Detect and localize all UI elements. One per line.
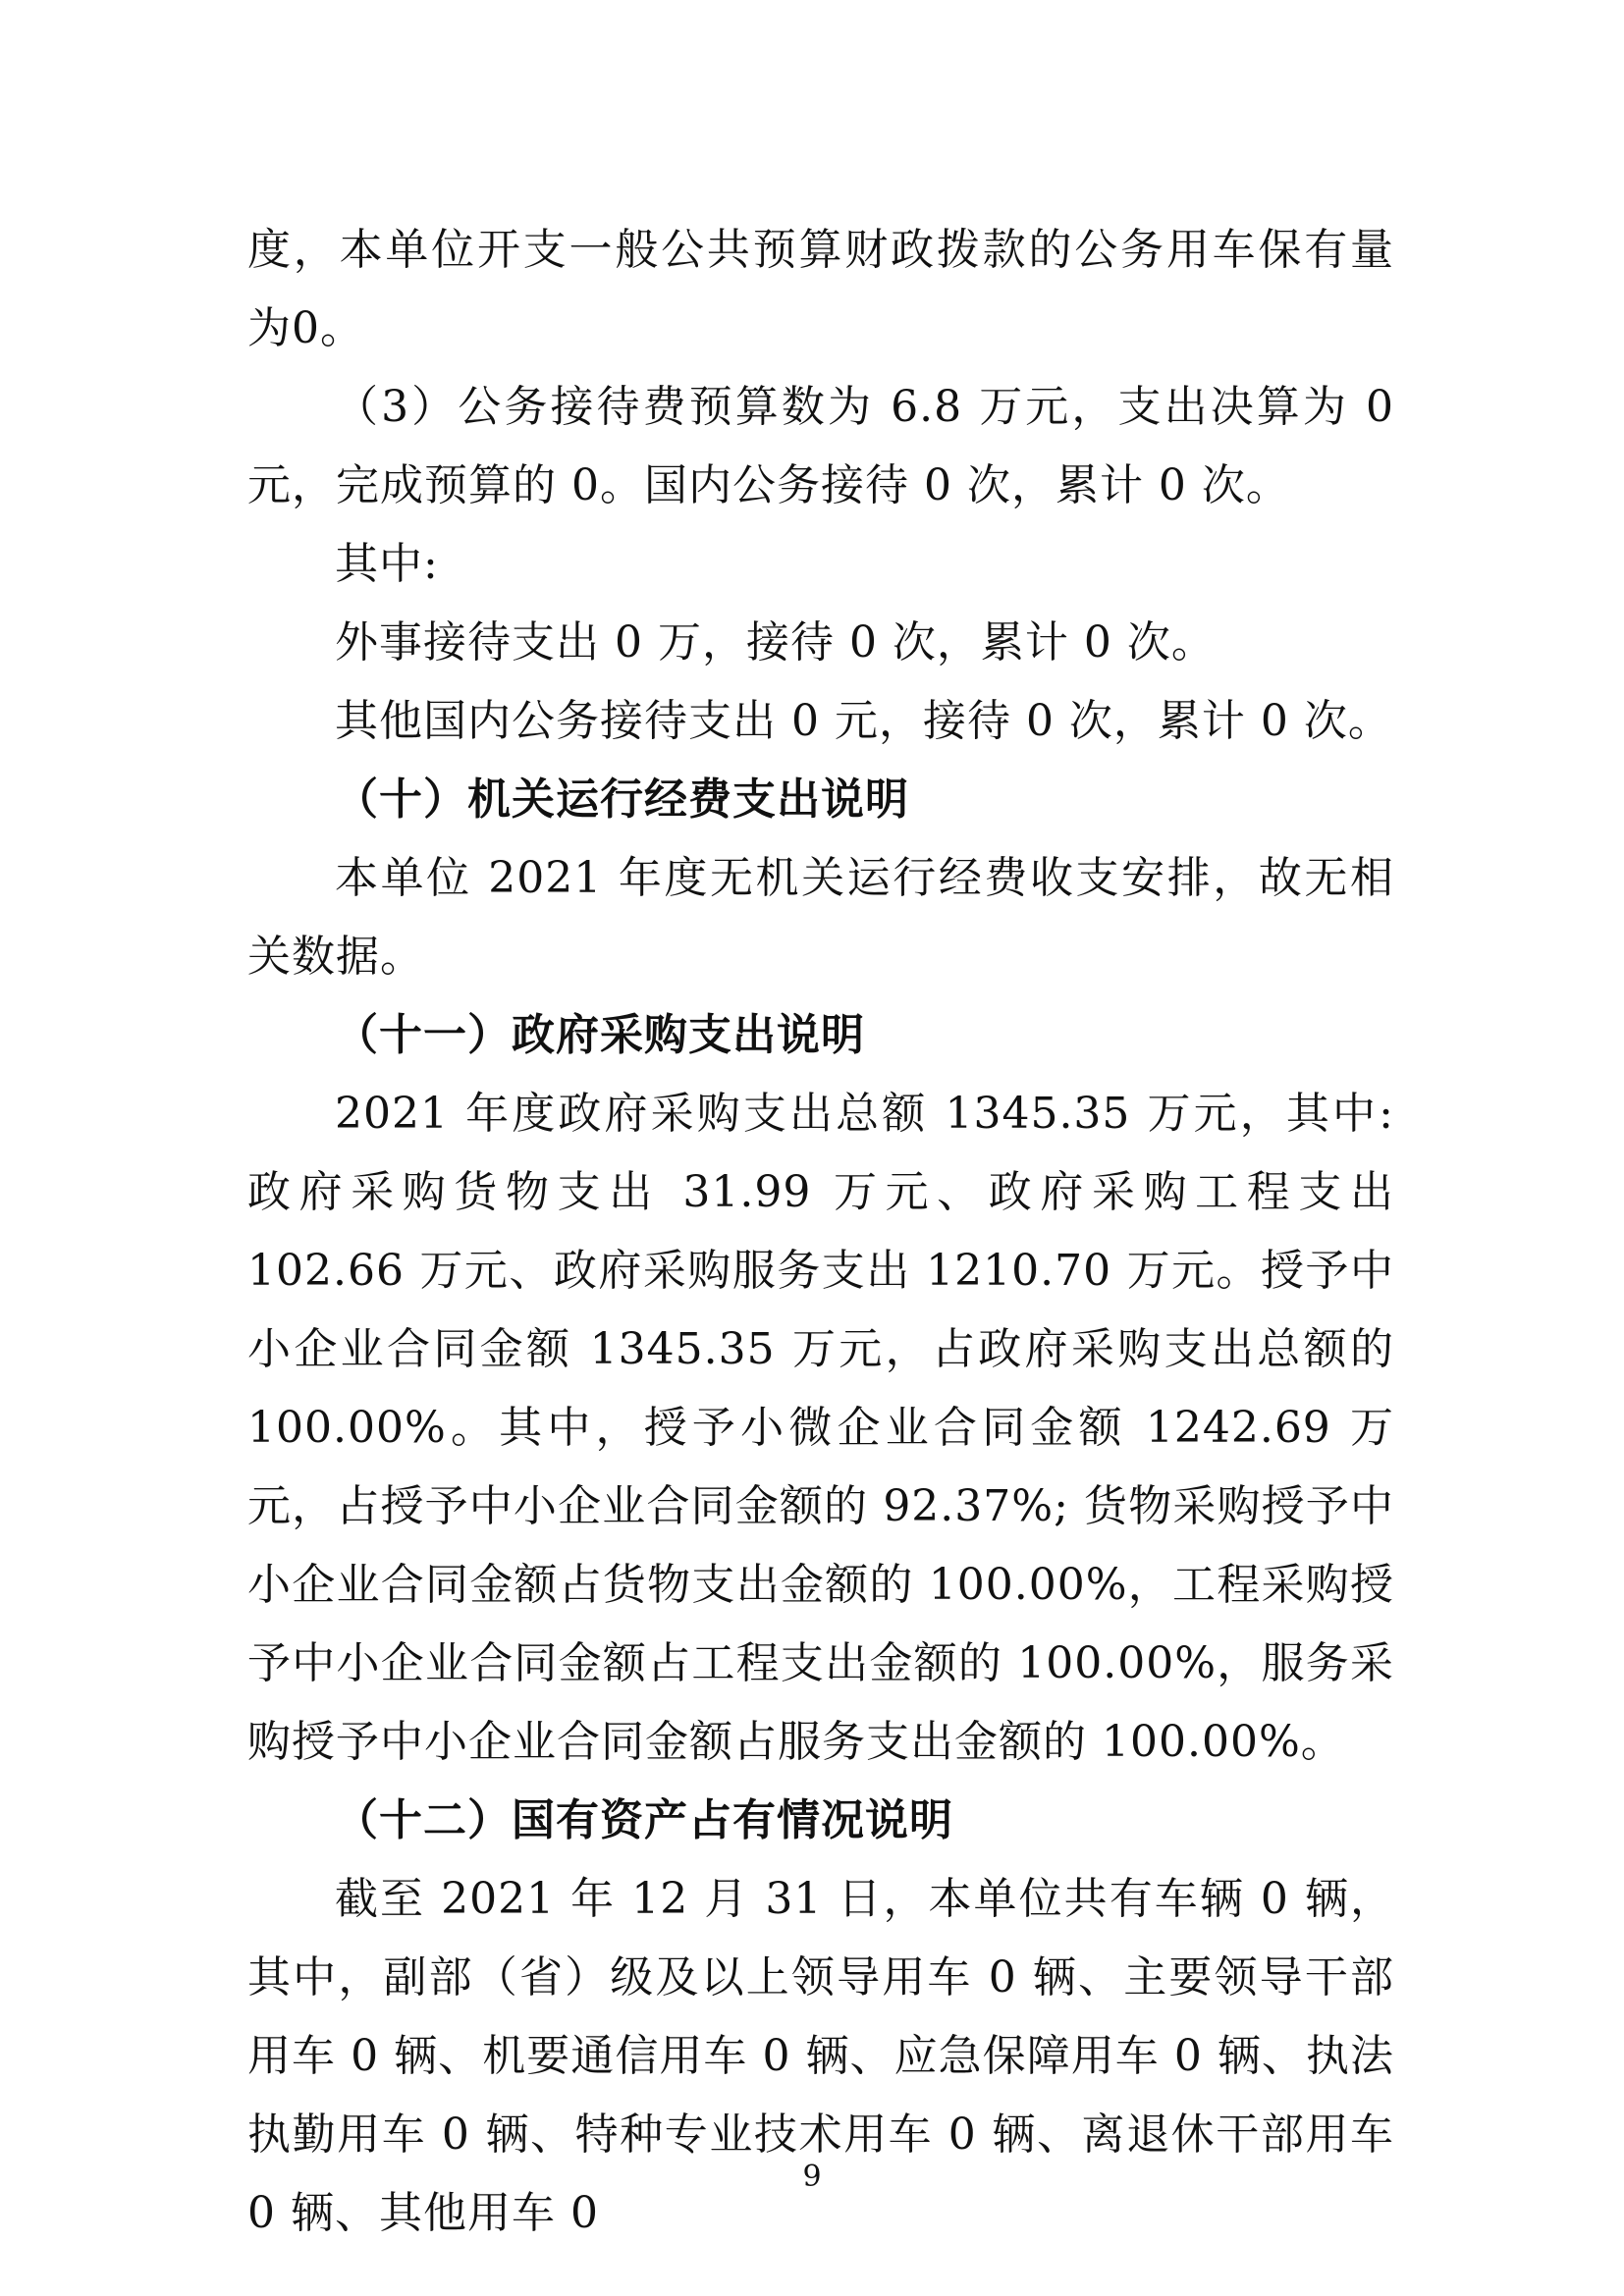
document-body [247, 211, 1394, 2253]
section-heading-operating-expenses: （十）机关运行经费支出说明 [335, 774, 909, 825]
paragraph-government-procurement: 2021 年度政府采购支出总额 1345.35 万元，其中: 政府采购货物支出 31.99 万元、政府采购工程支出 102.66 万元、政府采购服务支出 1210.70 万元。授予中小企业合同金额 1345.35 万元，占政府采购支出总额的 100.00%。其中，授予小微企业合同金额 1242.69 万元，占授予中小企业合同金额的 92.37%; 货物采购授予中小企业合同金额占货物支出金额的 100.00%，工程采购授予中小企业合同金额占工程支出金额的 100.00%，服务采购授予中小企业合同金额占服务支出金额的 100.00%。 [247, 1089, 1394, 1767]
paragraph-foreign-reception: 外事接待支出 0 万，接待 0 次，累计 0 次。 [335, 617, 1216, 667]
section-heading-government-procurement: （十一）政府采购支出说明 [335, 1010, 865, 1060]
paragraph-state-assets: 截至 2021 年 12 月 31 日，本单位共有车辆 0 辆，其中，副部（省）级及以上领导用车 0 辆、主要领导干部用车 0 辆、机要通信用车 0 辆、应急保障用车 0 辆、执法执勤用车 0 辆、特种专业技术用车 0 辆、离退休干部用车 0 辆、其他用车 0 [247, 1874, 1394, 2238]
page-number: 9 [802, 2160, 822, 2194]
paragraph-reception-budget: （3）公务接待费预算数为 6.8 万元，支出决算为 0 元，完成预算的 0。国内公务接待 0 次，累计 0 次。 [247, 382, 1394, 510]
section-heading-state-assets: （十二）国有资产占有情况说明 [335, 1795, 953, 1845]
paragraph-domestic-reception: 其他国内公务接待支出 0 元，接待 0 次，累计 0 次。 [335, 696, 1392, 746]
paragraph-among-which: 其中: [335, 539, 439, 589]
paragraph-official-vehicle-count: 度，本单位开支一般公共预算财政拨款的公务用车保有量为0。 [247, 225, 1394, 353]
paragraph-operating-expenses: 本单位 2021 年度无机关运行经费收支安排，故无相关数据。 [247, 853, 1394, 982]
